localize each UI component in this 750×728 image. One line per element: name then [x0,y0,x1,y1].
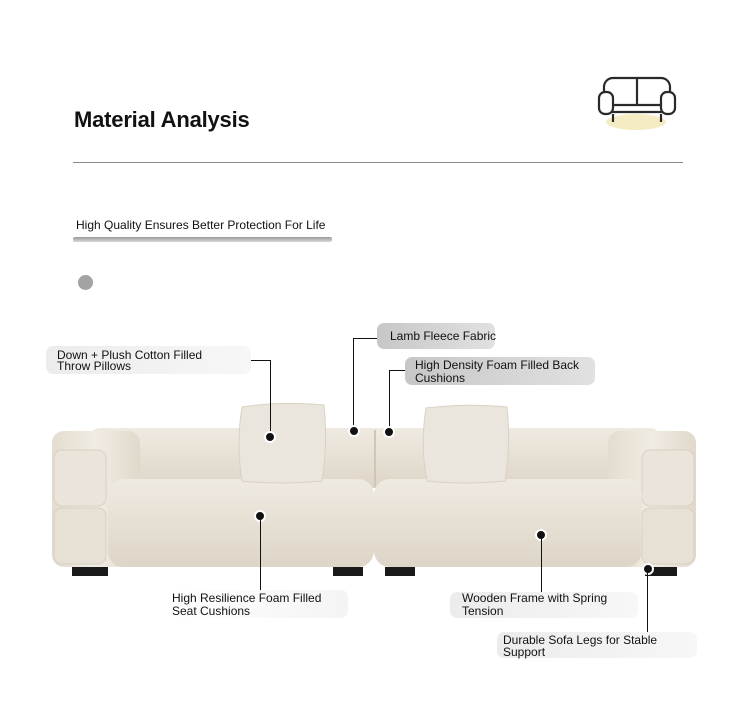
leader-line [251,360,271,361]
callout-back-cushions-2: Cushions [415,371,466,385]
marker-dot [383,426,395,438]
callout-back-cushions-1: High Density Foam Filled Back [415,358,580,372]
leader-line [353,338,377,339]
callout-lamb-fleece: Lamb Fleece Fabric [390,329,497,343]
page-title: Material Analysis [74,107,250,132]
callout-frame-1: Wooden Frame with Spring [462,591,608,605]
callout-legs-2: Support [503,645,546,659]
callout-legs-1: Durable Sofa Legs for Stable [503,633,658,647]
callout-pillows-1: Down + Plush Cotton Filled [57,348,203,362]
marker-dot [642,563,654,575]
sofa-icon [596,70,678,132]
marker-dot [264,431,276,443]
divider [73,162,683,163]
callout-seat-1: High Resilience Foam Filled [172,591,322,605]
callout-pillows-2: Throw Pillows [57,359,132,373]
leader-line [353,338,354,430]
leader-line [270,360,271,436]
callout-seat-2: Seat Cushions [172,604,251,618]
indicator-dot [78,275,93,290]
marker-dot [348,425,360,437]
subtitle-underline [73,237,332,242]
callout-frame-2: Tension [462,604,504,618]
leader-line [389,370,390,432]
subtitle: High Quality Ensures Better Protection For Life [76,218,326,232]
leader-line [389,370,405,371]
sofa-image [50,395,700,580]
